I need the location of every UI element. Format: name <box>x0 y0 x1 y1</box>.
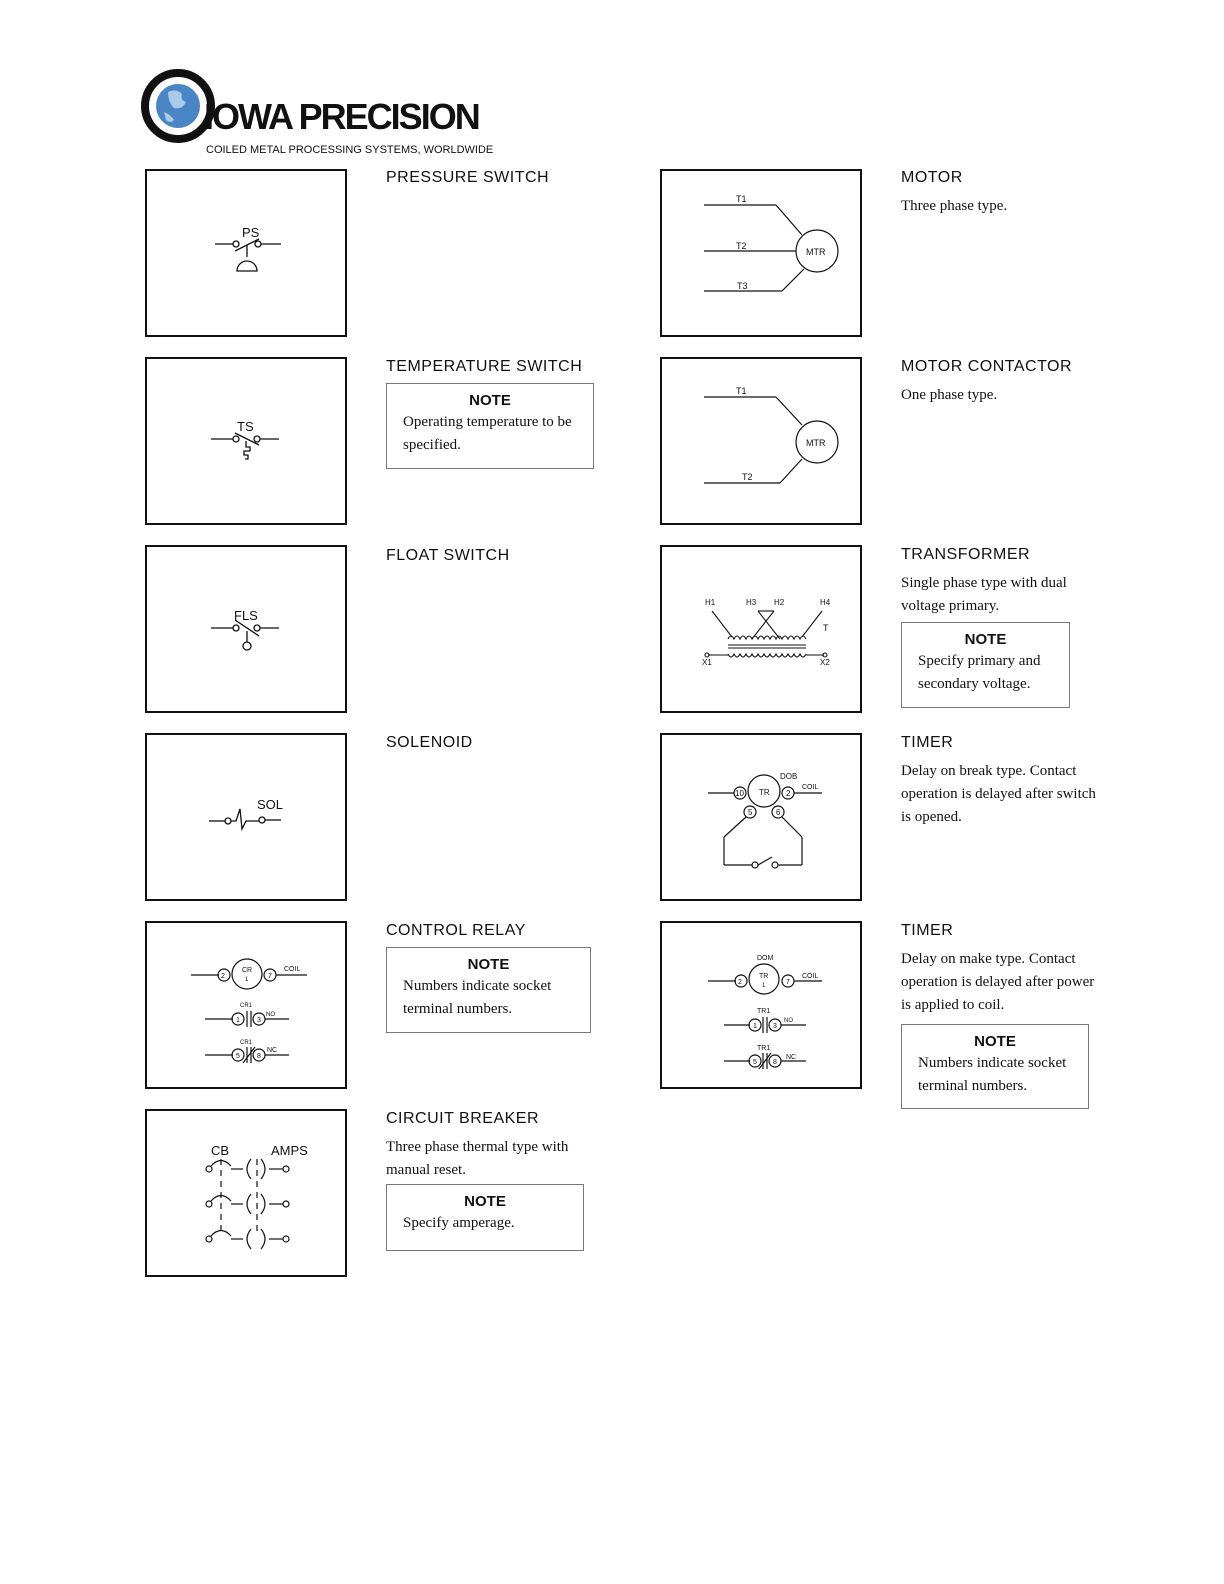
timer-make-note-text: Numbers indicate socket terminal numbers. <box>918 1055 1067 1094</box>
transformer-note-text: Specify primary and secondary voltage. <box>918 653 1041 692</box>
timer-make-note <box>901 1024 1089 1109</box>
control-relay-nc-right: 8 <box>257 1053 261 1060</box>
circuit-breaker-title: CIRCUIT BREAKER <box>386 1110 540 1127</box>
timer-make-symbol <box>662 923 860 1087</box>
temperature-switch-symbol-box <box>145 357 347 525</box>
control-relay-no-right: 3 <box>257 1017 261 1024</box>
timer-make-no-tag: TR1 <box>757 1008 771 1015</box>
transformer-h4: H4 <box>820 598 831 607</box>
control-relay-coil-right: 7 <box>268 973 272 980</box>
circuit-breaker-note-heading: NOTE <box>464 1193 506 1210</box>
transformer-description: Single phase type with dual voltage primary. <box>901 575 1067 614</box>
pressure-switch-symbol <box>147 171 345 335</box>
circuit-breaker-label-cb: CB <box>211 1143 230 1158</box>
timer-make-no-left: 1 <box>753 1023 757 1030</box>
timer-make-note-heading: NOTE <box>974 1033 1016 1050</box>
control-relay-symbol <box>147 923 345 1087</box>
timer-make-coil-left: 2 <box>738 979 742 986</box>
circuit-breaker-description: Three phase thermal type with manual reset. <box>386 1139 569 1178</box>
timer-break-description: Delay on break type. Contact operation is delayed after switch is opened. <box>901 763 1096 825</box>
temperature-switch-label: TS <box>237 419 254 434</box>
timer-break-top-label: DOB <box>780 772 798 781</box>
timer-break-title: TIMER <box>901 734 954 751</box>
pressure-switch-label: PS <box>242 225 260 240</box>
temperature-switch-symbol <box>147 359 345 523</box>
timer-make-no-label: NO <box>784 1018 793 1024</box>
timer-make-description: Delay on make type. Contact operation is delayed after power is applied to coil. <box>901 951 1095 1013</box>
circuit-breaker-symbol-box <box>145 1109 347 1277</box>
company-logo <box>140 66 494 162</box>
timer-break-bl: 5 <box>748 808 753 817</box>
transformer-x2: X2 <box>820 658 830 667</box>
transformer-h3: H3 <box>746 598 757 607</box>
timer-make-top-label: DOM <box>757 955 774 962</box>
timer-make-nc-left: 5 <box>753 1059 757 1066</box>
motor-symbol <box>662 171 860 335</box>
motor-contactor-symbol <box>662 359 860 523</box>
timer-make-coil-sub: 1 <box>762 983 766 989</box>
timer-make-title: TIMER <box>901 922 954 939</box>
motor-t3: T3 <box>737 281 748 291</box>
transformer-h2: H2 <box>774 598 785 607</box>
control-relay-no-left: 1 <box>236 1017 240 1024</box>
motor-t1: T1 <box>736 194 747 204</box>
timer-make-coil-label: COIL <box>802 973 819 980</box>
control-relay-note-text: Numbers indicate socket terminal numbers. <box>403 978 552 1017</box>
timer-break-right: 2 <box>786 789 791 798</box>
transformer-x1: X1 <box>702 658 712 667</box>
transformer-title: TRANSFORMER <box>901 546 1031 563</box>
control-relay-title: CONTROL RELAY <box>386 922 526 939</box>
timer-make-coil-center: TR <box>759 973 769 980</box>
control-relay-coil-sub: 1 <box>245 977 249 983</box>
control-relay-coil-left: 2 <box>221 973 225 980</box>
control-relay-coil-center: CR <box>242 967 253 974</box>
control-relay-nc-tag: CR1 <box>240 1040 253 1046</box>
pressure-switch-symbol-box <box>145 169 347 337</box>
float-switch-symbol-box <box>145 545 347 713</box>
timer-break-left: 10 <box>735 789 744 798</box>
solenoid-title: SOLENOID <box>386 734 473 751</box>
motor-description: Three phase type. <box>901 198 1008 214</box>
circuit-breaker-label-amps: AMPS <box>271 1143 308 1158</box>
timer-make-nc-right: 8 <box>773 1059 777 1066</box>
temperature-switch-note-heading: NOTE <box>469 392 511 409</box>
timer-make-no-right: 3 <box>773 1023 777 1030</box>
timer-break-coil-label: COIL <box>802 784 819 791</box>
transformer-t: T <box>823 623 829 633</box>
motor-center-label: MTR <box>806 247 826 257</box>
timer-make-coil-right: 7 <box>786 979 790 986</box>
motor-symbol-box <box>660 169 862 337</box>
motor-contactor-title: MOTOR CONTACTOR <box>901 358 1073 375</box>
control-relay-note-heading: NOTE <box>467 956 510 973</box>
logo-brand: IOWA PRECISION <box>204 96 479 137</box>
timer-make-symbol-box <box>660 921 862 1089</box>
transformer-note <box>901 622 1070 708</box>
control-relay-nc-label: NC <box>267 1047 278 1054</box>
solenoid-label: SOL <box>257 797 284 812</box>
transformer-note-heading: NOTE <box>964 631 1007 648</box>
control-relay-nc-left: 5 <box>236 1053 240 1060</box>
motor-contactor-symbol-box <box>660 357 862 525</box>
circuit-breaker-symbol <box>147 1111 345 1275</box>
solenoid-symbol <box>147 735 345 899</box>
pressure-switch-title: PRESSURE SWITCH <box>386 169 550 186</box>
transformer-symbol-box <box>660 545 862 713</box>
motor-contactor-t2: T2 <box>742 472 753 482</box>
motor-contactor-t1: T1 <box>736 386 747 396</box>
transformer-h1: H1 <box>705 598 716 607</box>
circuit-breaker-note <box>386 1184 584 1251</box>
control-relay-no-tag: CR1 <box>240 1003 253 1009</box>
float-switch-title: FLOAT SWITCH <box>386 547 510 564</box>
motor-title: MOTOR <box>901 169 963 186</box>
motor-t2: T2 <box>736 241 747 251</box>
motor-contactor-description: One phase type. <box>901 387 998 403</box>
timer-break-center: TR <box>759 788 770 797</box>
control-relay-no-label: NO <box>266 1012 275 1018</box>
control-relay-note <box>386 947 591 1033</box>
transformer-symbol <box>662 547 860 711</box>
timer-make-nc-label: NC <box>786 1054 797 1061</box>
float-switch-label: FLS <box>234 608 258 623</box>
temperature-switch-note-text: Operating temperature to be specified. <box>403 414 572 453</box>
control-relay-coil-label: COIL <box>284 966 301 973</box>
timer-make-nc-tag: TR1 <box>757 1045 771 1052</box>
temperature-switch-note <box>386 383 594 469</box>
timer-break-symbol <box>662 735 860 899</box>
logo-tagline: COILED METAL PROCESSING SYSTEMS, WORLDWIDE <box>206 144 494 156</box>
timer-break-br: 6 <box>776 808 781 817</box>
motor-contactor-center-label: MTR <box>806 438 826 448</box>
timer-break-symbol-box <box>660 733 862 901</box>
float-switch-symbol <box>147 547 345 711</box>
temperature-switch-title: TEMPERATURE SWITCH <box>386 358 583 375</box>
control-relay-symbol-box <box>145 921 347 1089</box>
circuit-breaker-note-text: Specify amperage. <box>403 1215 515 1231</box>
solenoid-symbol-box <box>145 733 347 901</box>
